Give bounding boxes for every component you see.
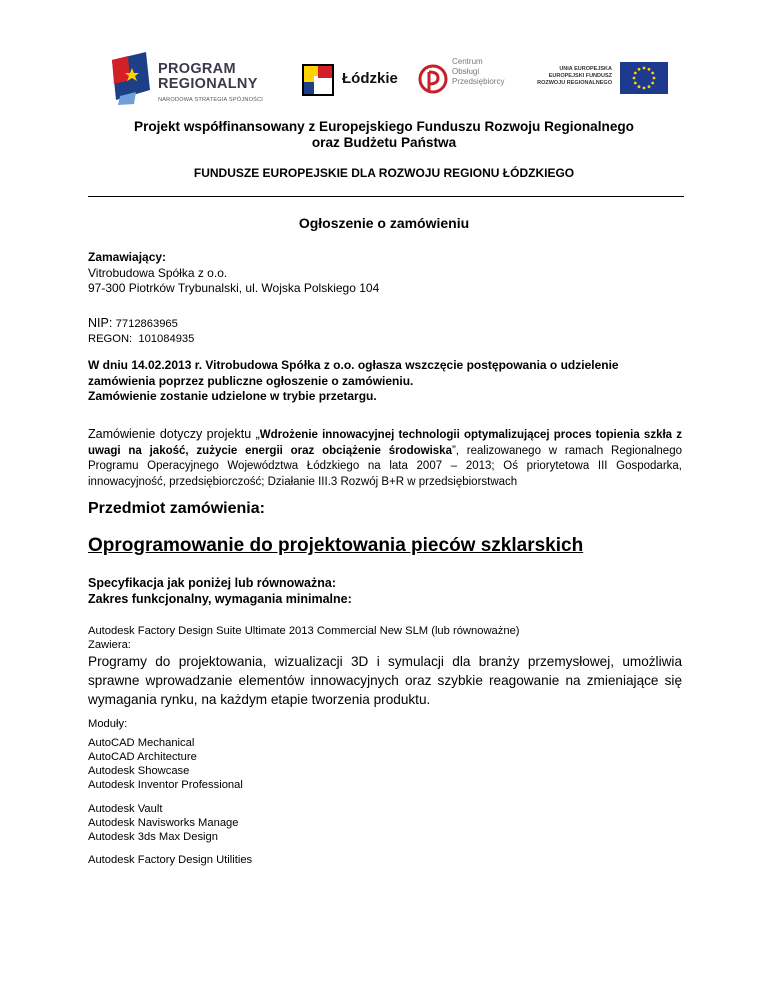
lodzkie-word: Łódzkie xyxy=(342,70,398,87)
nip-label: NIP: xyxy=(88,316,113,330)
program-regionalny-logo xyxy=(106,50,296,106)
cofinance-line-2: oraz Budżetu Państwa xyxy=(311,135,457,150)
project-intro: Zamówienie dotyczy projektu „ xyxy=(88,427,260,441)
spec-block xyxy=(88,575,682,607)
page-title: Ogłoszenie o zamówieniu xyxy=(298,215,470,231)
nip-value: 7712863965 xyxy=(115,318,178,330)
subject-heading: Przedmiot zamówienia: xyxy=(88,500,265,517)
eu-line-3: ROZWOJU REGIONALNEGO xyxy=(537,80,612,86)
buyer-label: Zamawiający: xyxy=(88,250,167,264)
modules-label: Moduły: xyxy=(88,718,128,730)
eu-flag-icon xyxy=(620,62,668,94)
centrum-line-2: Obsługi xyxy=(452,67,480,76)
centrum-line-3: Przedsiębiorcy xyxy=(452,77,505,86)
buyer-address: 97-300 Piotrków Trybunalski, ul. Wojska Polskiego 104 xyxy=(88,281,380,295)
spec-line-1: Specyfikacja jak poniżej lub równoważna: xyxy=(88,576,336,590)
program-heading: FUNDUSZE EUROPEJSKIE DLA ROZWOJU REGIONU ŁÓDZKIEGO xyxy=(193,166,575,180)
module-item: AutoCAD Architecture xyxy=(88,751,197,763)
centrum-emblem-icon xyxy=(418,58,448,100)
modules-group-1 xyxy=(88,736,682,792)
regon-label: REGON: xyxy=(88,332,133,345)
product-name: Autodesk Factory Design Suite Ultimate 2013 Commercial New SLM (lub równoważne) xyxy=(88,625,520,637)
module-item: AutoCAD Mechanical xyxy=(88,737,195,749)
product-description: Programy do projektowania, wizualizacji 3D i symulacji dla branży przemysłowej, umożliwia sprawne wprowadzanie elementów innowacyjnych oraz szybkie reagowanie na zmieniające się wymagania rynku, na każdym etapie tworzenia produktu. xyxy=(88,654,682,707)
centrum-obslugi-logo xyxy=(418,54,518,102)
spec-line-2: Zakres funkcjonalny, wymagania minimalne: xyxy=(88,592,352,606)
modules-group-3 xyxy=(88,853,682,867)
product-contains: Zawiera: xyxy=(88,639,131,651)
program-word: PROGRAM xyxy=(158,61,236,77)
project-name: Wdrożenie innowacyjnej technologii optymalizującej proces topienia szkła z uwagi na jakość, zużycie energii oraz obciążenie środowiska xyxy=(88,429,682,457)
eu-line-2: EUROPEJSKI FUNDUSZ xyxy=(548,73,612,79)
modules-group-2 xyxy=(88,802,682,844)
module-item: Autodesk Inventor Professional xyxy=(88,779,243,791)
eu-line-1: UNIA EUROPEJSKA xyxy=(559,66,612,72)
regon-value: 101084935 xyxy=(138,332,195,345)
cofinance-statement xyxy=(0,119,768,151)
strategy-subtitle: NARODOWA STRATEGIA SPÓJNOŚCI xyxy=(158,97,264,103)
module-item: Autodesk Factory Design Utilities xyxy=(88,854,253,866)
announcement-line-1: W dniu 14.02.2013 r. Vitrobudowa Spółka z o.o. ogłasza wszczęcie postępowania o udzielenie xyxy=(88,358,619,372)
buyer-name: Vitrobudowa Spółka z o.o. xyxy=(88,265,228,280)
header-divider xyxy=(88,196,684,197)
regionalny-word: REGIONALNY xyxy=(158,76,258,92)
cofinance-line-1: Projekt współfinansowany z Europejskiego Funduszu Rozwoju Regionalnego xyxy=(134,119,634,134)
module-item: Autodesk 3ds Max Design xyxy=(88,831,218,843)
flag-emblem-icon xyxy=(106,50,154,106)
buyer-ids xyxy=(88,316,682,346)
buyer-block xyxy=(88,250,682,297)
eu-logo xyxy=(532,58,672,98)
announcement-line-3: Zamówienie zostanie udzielone w trybie przetargu. xyxy=(88,389,377,403)
centrum-line-1: Centrum xyxy=(452,57,483,66)
announcement-block xyxy=(88,358,682,405)
module-item: Autodesk Navisworks Manage xyxy=(88,817,239,829)
lodzkie-logo xyxy=(300,60,410,100)
project-paragraph xyxy=(88,427,682,490)
announcement-line-2: zamówienia poprzez publiczne ogłoszenie o zamówieniu. xyxy=(88,373,414,388)
module-item: Autodesk Showcase xyxy=(88,765,190,777)
project-rest: ”, realizowanego w ramach Regionalnego Programu Operacyjnego Województwa Łódzkiego na lata 2007 – 2013; Oś priorytetowa III Gospodarka, innowacyjność, przedsiębiorczość; Działanie III.3 Rozwój B+R w przedsiębiorstwach xyxy=(88,444,682,488)
product-block xyxy=(88,624,682,652)
subject-title: Oprogramowanie do projektowania pieców szklarskich xyxy=(88,535,584,556)
lodzkie-emblem-icon xyxy=(300,62,336,98)
module-item: Autodesk Vault xyxy=(88,803,163,815)
